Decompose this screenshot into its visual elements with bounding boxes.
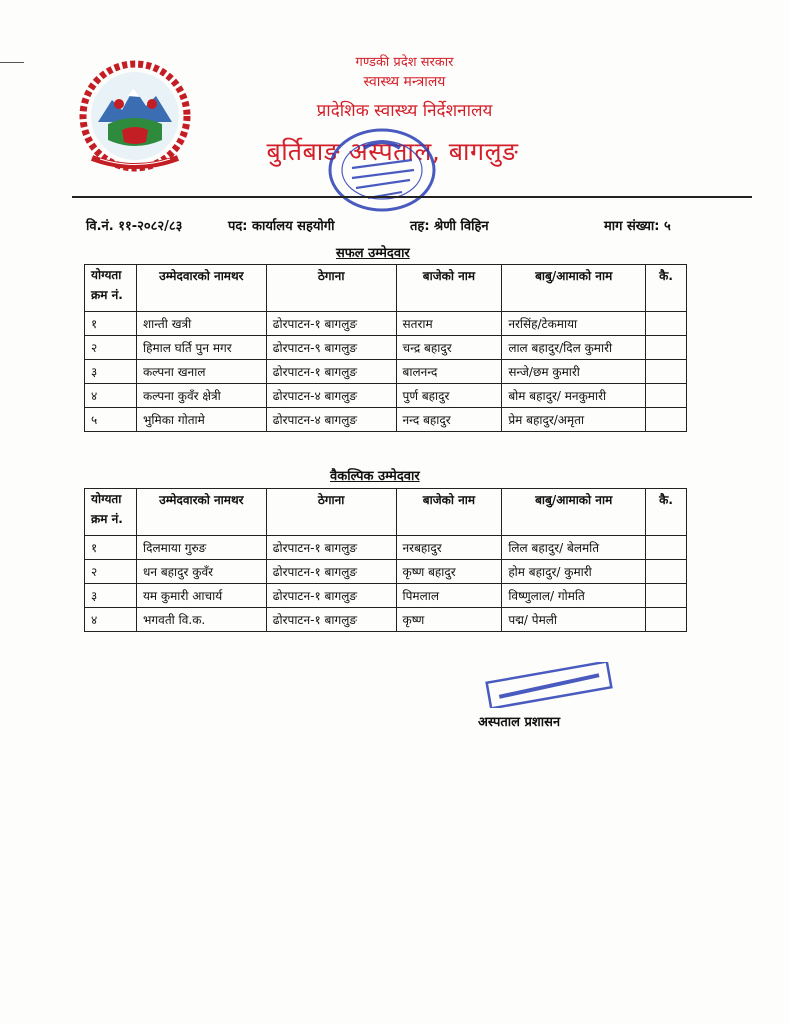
table-row: [85, 408, 687, 432]
cell-remarks: [646, 408, 687, 432]
cell-rank: ३: [85, 360, 137, 384]
directorate-name: प्रादेशिक स्वास्थ्य निर्देशनालय: [316, 101, 493, 121]
cell-parents: बोम बहादुर/ मनकुमारी: [502, 384, 646, 408]
table-row: [85, 560, 687, 584]
cell-name: हिमाल घर्ति पुन मगर: [136, 336, 266, 360]
cell-address: ढोरपाटन-१ बागलुङ: [266, 360, 396, 384]
cell-rank: २: [85, 336, 137, 360]
cell-remarks: [646, 360, 687, 384]
table-header-row: [85, 489, 687, 536]
cell-grandfather: नरबहादुर: [396, 536, 502, 560]
cell-parents: होम बहादुर/ कुमारी: [502, 560, 646, 584]
table-row: [85, 360, 687, 384]
col-header-address: ठेगाना: [266, 489, 396, 536]
col-header-remarks: कै.: [646, 489, 687, 536]
cell-grandfather: बालनन्द: [396, 360, 502, 384]
cell-name: कल्पना खनाल: [136, 360, 266, 384]
cell-remarks: [646, 584, 687, 608]
alternate-section-title: वैकल्पिक उम्मेदवार: [330, 469, 420, 484]
cell-rank: १: [85, 536, 137, 560]
cell-rank: ४: [85, 384, 137, 408]
cell-parents: नरसिंह/टेकमाया: [502, 312, 646, 336]
success-section-title: सफल उम्मेदवार: [336, 246, 410, 261]
table-row: [85, 584, 687, 608]
gov-name: गण्डकी प्रदेश सरकार: [355, 55, 454, 70]
cell-parents: पद्म/ पेमली: [502, 608, 646, 632]
cell-address: ढोरपाटन-१ बागलुङ: [266, 536, 396, 560]
cell-grandfather: कृष्ण: [396, 608, 502, 632]
cell-parents: लिल बहादुर/ बेलमति: [502, 536, 646, 560]
cell-address: ढोरपाटन-१ बागलुङ: [266, 584, 396, 608]
cell-rank: ४: [85, 608, 137, 632]
col-header-name: उम्मेदवारको नामथर: [136, 265, 266, 312]
cell-parents: लाल बहादुर/दिल कुमारी: [502, 336, 646, 360]
cell-address: ढोरपाटन-४ बागलुङ: [266, 384, 396, 408]
cell-grandfather: पिमलाल: [396, 584, 502, 608]
cell-address: ढोरपाटन-९ बागलुङ: [266, 336, 396, 360]
cell-name: कल्पना कुवँर क्षेत्री: [136, 384, 266, 408]
cell-parents: प्रेम बहादुर/अमृता: [502, 408, 646, 432]
cell-rank: ५: [85, 408, 137, 432]
col-header-rank: योग्यता क्रम नं.: [85, 489, 137, 536]
reference-number: वि.नं. ११-२०८२/८३: [86, 219, 183, 234]
signature-label: अस्पताल प्रशासन: [478, 715, 561, 730]
post-level: तह: श्रेणी विहिन: [410, 219, 489, 234]
table-row: [85, 336, 687, 360]
table-header-row: [85, 265, 687, 312]
col-header-address: ठेगाना: [266, 265, 396, 312]
cell-name: धन बहादुर कुवँर: [136, 560, 266, 584]
cell-rank: ३: [85, 584, 137, 608]
alternate-candidates-table: [84, 488, 687, 632]
ministry-name: स्वास्थ्य मन्त्रालय: [363, 74, 446, 90]
cell-address: ढोरपाटन-४ बागलुङ: [266, 408, 396, 432]
cell-remarks: [646, 608, 687, 632]
col-header-grandfather: बाजेको नाम: [396, 489, 502, 536]
col-header-parents: बाबु/आमाको नाम: [502, 265, 646, 312]
cell-grandfather: सतराम: [396, 312, 502, 336]
cell-parents: सन्जे/छम कुमारी: [502, 360, 646, 384]
table-row: [85, 536, 687, 560]
cell-address: ढोरपाटन-१ बागलुङ: [266, 560, 396, 584]
table-row: [85, 608, 687, 632]
cell-remarks: [646, 384, 687, 408]
cell-remarks: [646, 312, 687, 336]
header-divider: [72, 196, 752, 198]
cell-remarks: [646, 560, 687, 584]
cell-parents: विष्णुलाल/ गोमति: [502, 584, 646, 608]
col-header-parents: बाबु/आमाको नाम: [502, 489, 646, 536]
cell-name: भुमिका गोतामे: [136, 408, 266, 432]
cell-rank: १: [85, 312, 137, 336]
cell-address: ढोरपाटन-१ बागलुङ: [266, 608, 396, 632]
post-title: पद: कार्यालय सहयोगी: [228, 219, 335, 234]
col-header-remarks: कै.: [646, 265, 687, 312]
office-stamp-icon: [322, 120, 442, 220]
cell-grandfather: पुर्ण बहादुर: [396, 384, 502, 408]
cell-remarks: [646, 536, 687, 560]
table-row: [85, 312, 687, 336]
cell-grandfather: कृष्ण बहादुर: [396, 560, 502, 584]
cell-name: दिलमाया गुरुङ: [136, 536, 266, 560]
table-row: [85, 384, 687, 408]
hospital-name: बुर्तिबाङ अस्पताल, बागलुङ: [266, 137, 519, 166]
cell-remarks: [646, 336, 687, 360]
cell-address: ढोरपाटन-१ बागलुङ: [266, 312, 396, 336]
demand-count: माग संख्या: ५: [604, 219, 671, 234]
cell-grandfather: नन्द बहादुर: [396, 408, 502, 432]
col-header-grandfather: बाजेको नाम: [396, 265, 502, 312]
cell-grandfather: चन्द्र बहादुर: [396, 336, 502, 360]
cell-name: यम कुमारी आचार्य: [136, 584, 266, 608]
cell-name: शान्ती खत्री: [136, 312, 266, 336]
col-header-rank: योग्यता क्रम नं.: [85, 265, 137, 312]
success-candidates-table: [84, 264, 687, 432]
cell-name: भगवती वि.क.: [136, 608, 266, 632]
col-header-name: उम्मेदवारको नामथर: [136, 489, 266, 536]
administration-stamp-icon: [482, 662, 616, 708]
cell-rank: २: [85, 560, 137, 584]
